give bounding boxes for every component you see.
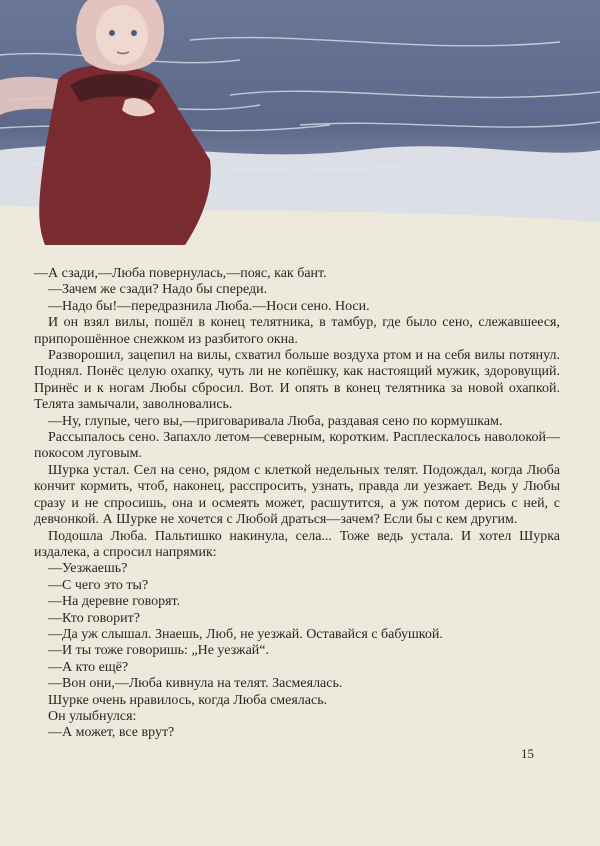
paragraph: Шурке очень нравилось, когда Люба смеялась. — [48, 692, 328, 708]
paragraph: Рассыпалось сено. Запахло летом—северным, коротким. Расплескалось наволокой—покосом луговым. — [34, 430, 560, 462]
paragraph: —Уезжаешь? — [48, 561, 128, 577]
paragraph: Он улыбнулся: — [48, 708, 137, 724]
paragraph: —А может, все врут? — [48, 725, 175, 741]
paragraph: —Вон они,—Люба кивнула на телят. Засмеялась. — [48, 676, 343, 692]
paragraph: Шурка устал. Сел на сено, рядом с клеткой недельных телят. Подождал, когда Люба кончит кормить, чтоб, наконец, расспросить, узнать, правда ли уезжает. Ведь у Любы сразу и не спросишь, она и осмеять может, расшутится, а уж потом дерись с ней, с девчонкой. А Шурке не хочется с Любой драться—зачем? Если бы с кем другим. — [34, 462, 560, 528]
page-number: 15 — [521, 746, 534, 761]
paragraph: —Ну, глупые, чего вы,—приговаривала Люба, раздавая сено по кормушкам. — [48, 413, 503, 429]
illustration — [0, 0, 600, 250]
paragraph: Подошла Люба. Пальтишко накинула, села... Тоже ведь устала. И хотел Шурка издалека, а спросил напрямик: — [34, 528, 560, 560]
paragraph: —Надо бы!—передразнила Люба.—Носи сено. Носи. — [48, 298, 370, 314]
paragraph: Разворошил, зацепил на вилы, схватил больше воздуха ртом и на себя вилы потянул. Поднял. Понёс целую охапку, чуть ли не копёшку, как настоящий мужик, здоровущий. Принёс и к ногам Любы сбросил. Вот. И опять в конец телятника за новой охапкой. Телята замычали, заволновались. — [34, 348, 560, 413]
paragraph: —Да уж слышал. Знаешь, Люб, не уезжай. Оставайся с бабушкой. — [48, 626, 443, 642]
paragraph: —А сзади,—Люба повернулась,—пояс, как бант. — [34, 266, 327, 281]
story-text — [34, 266, 560, 742]
illustration-girl-in-snowstorm — [0, 0, 600, 250]
paragraph: —Зачем же сзади? Надо бы спереди. — [48, 282, 268, 298]
paragraph: —И ты тоже говоришь: „Не уезжай“. — [48, 643, 269, 659]
paragraph: —А кто ещё? — [48, 659, 129, 675]
paragraph: —На деревне говорят. — [48, 594, 181, 610]
paragraph: —С чего это ты? — [48, 577, 149, 593]
paragraph: —Кто говорит? — [48, 610, 140, 626]
paragraph: И он взял вилы, пошёл в конец телятника, в тамбур, где было сено, слежавшееся, припорошённое снежком из разбитого окна. — [34, 315, 560, 347]
